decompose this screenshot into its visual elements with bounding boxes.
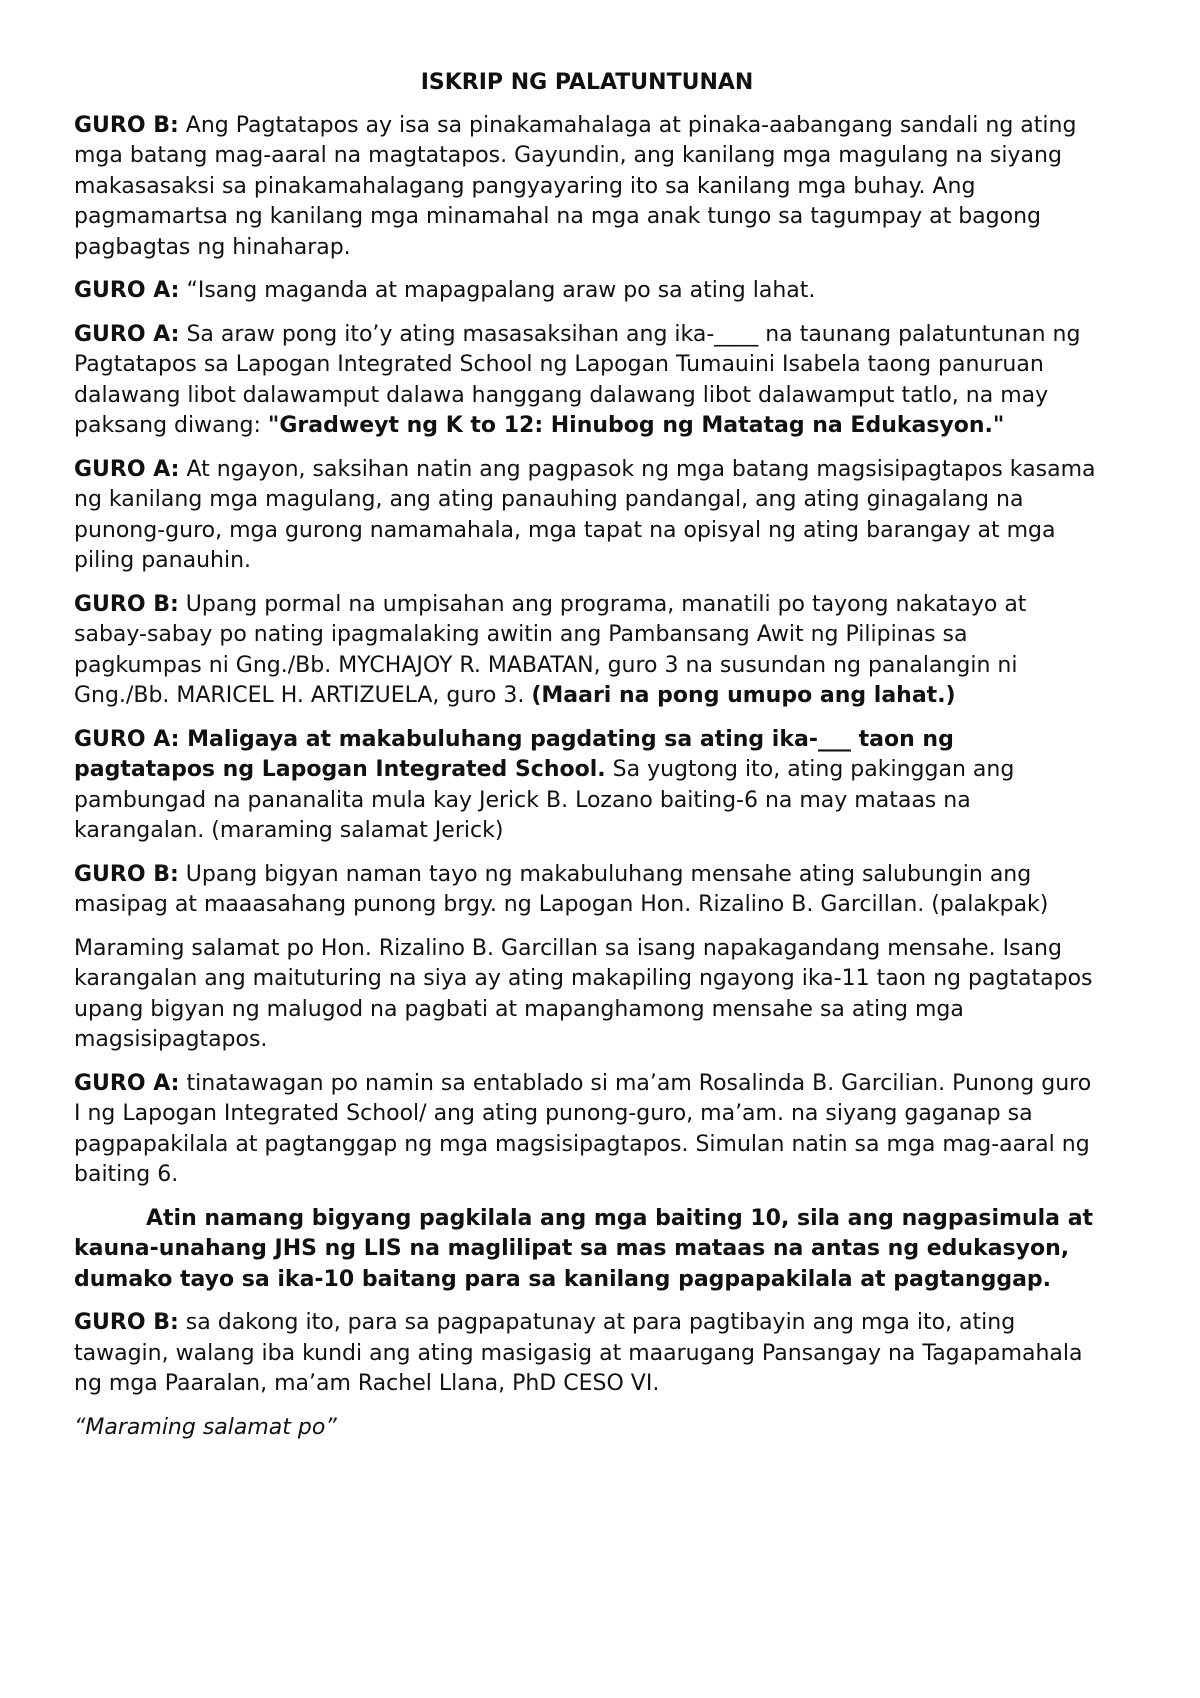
paragraph-text: Upang bigyan naman tayo ng makabuluhang mensahe ating salubungin ang masipag at maaasahang punong brgy. ng Lapogan Hon. Rizalino B. Garcillan. (palakpak) <box>74 861 1049 917</box>
paragraph-10: Atin namang bigyang pagkilala ang mga baiting 10, sila ang nagpasimula at kauna-unahang JHS ng LIS na maglilipat sa mas mataas na antas ng edukasyon, dumako tayo sa ika-10 baitang para sa kanilang pagpapakilala at pagtanggap. <box>74 1205 1094 1292</box>
speaker-label: GURO B: <box>74 1310 179 1335</box>
paragraph-text: Maraming salamat po Hon. Rizalino B. Garcillan sa isang napakagandang mensahe. Isang karangalan ang maituturing na siya ay ating makapiling ngayong ika-11 taon ng pagtatapos upang bigyan ng malugod na pagbati at mapanghamong mensahe sa ating mga magsisipagtapos. <box>74 935 1093 1052</box>
speaker-label: GURO A: <box>74 1070 180 1096</box>
speaker-label: GURO A: <box>74 278 180 303</box>
theme-text: "Gradweyt ng K to 12: Hinubog ng Matatag na Edukasyon." <box>267 413 1005 438</box>
speaker-label: GURO B: <box>74 112 179 138</box>
paragraph-5 <box>74 590 1100 712</box>
speaker-label: GURO A: <box>74 456 180 482</box>
paragraph-text: sa dakong ito, para sa pagpapatunay at para pagtibayin ang mga ito, ating tawagin, walang iba kundi ang ating masigasig at maarugang Pansangay na Tagapamahala ng mga Paaralan, ma’am Rachel Llana, PhD CESO VI. <box>74 1310 1083 1396</box>
paragraph-text: Sa yugtong ito, ating pakinggan ang pambungad na pananalita mula kay Jerick B. Lozano baiting-6 na may mataas na karangalan. (maraming salamat Jerick) <box>74 757 1015 843</box>
stage-note: (Maari na pong umupo ang lahat.) <box>531 683 956 708</box>
document-title: ISKRIP NG PALATUNTUNAN <box>420 70 754 95</box>
paragraph-text: tinatawagan po namin sa entablado si ma’am Rosalinda B. Garcilian. Punong guro I ng Lapogan Integrated School/ ang ating punong-guro, ma’am. na siyang gaganap sa pagpapakilala at pagtanggap ng mga magsisipagtapos. Simulan natin sa mga mag-aaral ng baiting 6. <box>74 1070 1092 1187</box>
paragraph-text: At ngayon, saksihan natin ang pagpasok ng mga batang magsisipagtapos kasama ng kanilang mga magulang, ang ating panauhing pandangal, ang ating ginagalang na punong-guro, mga gurong namamahala, mga tapat na opisyal ng ating barangay at mga piling panauhin. <box>74 456 1096 573</box>
paragraph-3 <box>74 320 1100 442</box>
speaker-label: GURO B: <box>74 591 179 617</box>
paragraph-7 <box>74 860 1100 921</box>
paragraph-text: “Isang maganda at mapagpalang araw po sa ating lahat. <box>179 278 816 303</box>
paragraph-text: Sa araw pong ito’y ating masasaksihan ang ika-____ na taunang palatuntunan ng Pagtatapos sa Lapogan Integrated School ng Lapogan Tumauini Isabela taong panuruan dalawang libot dalawamput dalawa hanggang dalawang libot dalawamput tatlo, na may paksang diwang: <box>74 321 1081 438</box>
speaker-label: GURO B: <box>74 861 179 887</box>
paragraph-9 <box>74 1069 1100 1191</box>
paragraph-4 <box>74 455 1100 577</box>
bold-greeting: Maligaya at makabuluhang pagdating sa ating ika-___ taon ng pagtatapos ng Lapogan Integrated School. <box>74 726 954 782</box>
paragraph-text: Ang Pagtatapos ay isa sa pinakamahalaga at pinaka-aabangang sandali ng ating mga batang mag-aaral na magtatapos. Gayundin, ang kanilang mga magulang na siyang makasasaksi sa pinakamahalagang pangyayaring ito sa kanilang mga buhay. Ang pagmamartsa ng kanilang mga minamahal na mga anak tungo sa tagumpay at bagong pagbagtas ng hinaharap. <box>74 112 1077 260</box>
paragraph-11 <box>74 1308 1100 1400</box>
paragraph-2 <box>74 276 1100 307</box>
speaker-label: GURO A: <box>74 726 180 752</box>
closing-line: “Maraming salamat po” <box>74 1414 337 1440</box>
paragraph-1 <box>74 111 1100 264</box>
paragraph-6 <box>74 725 1100 847</box>
paragraph-8 <box>74 934 1100 1056</box>
speaker-label: GURO A: <box>74 321 180 347</box>
paragraph-text: Upang pormal na umpisahan ang programa, manatili po tayong nakatayo at sabay-sabay po nating ipagmalaking awitin ang Pambansang Awit ng Pilipinas sa pagkumpas ni Gng./Bb. MYCHAJOY R. MABATAN, guro 3 na susundan ng panalangin ni Gng./Bb. MARICEL H. ARTIZUELA, guro 3. <box>74 591 1027 708</box>
